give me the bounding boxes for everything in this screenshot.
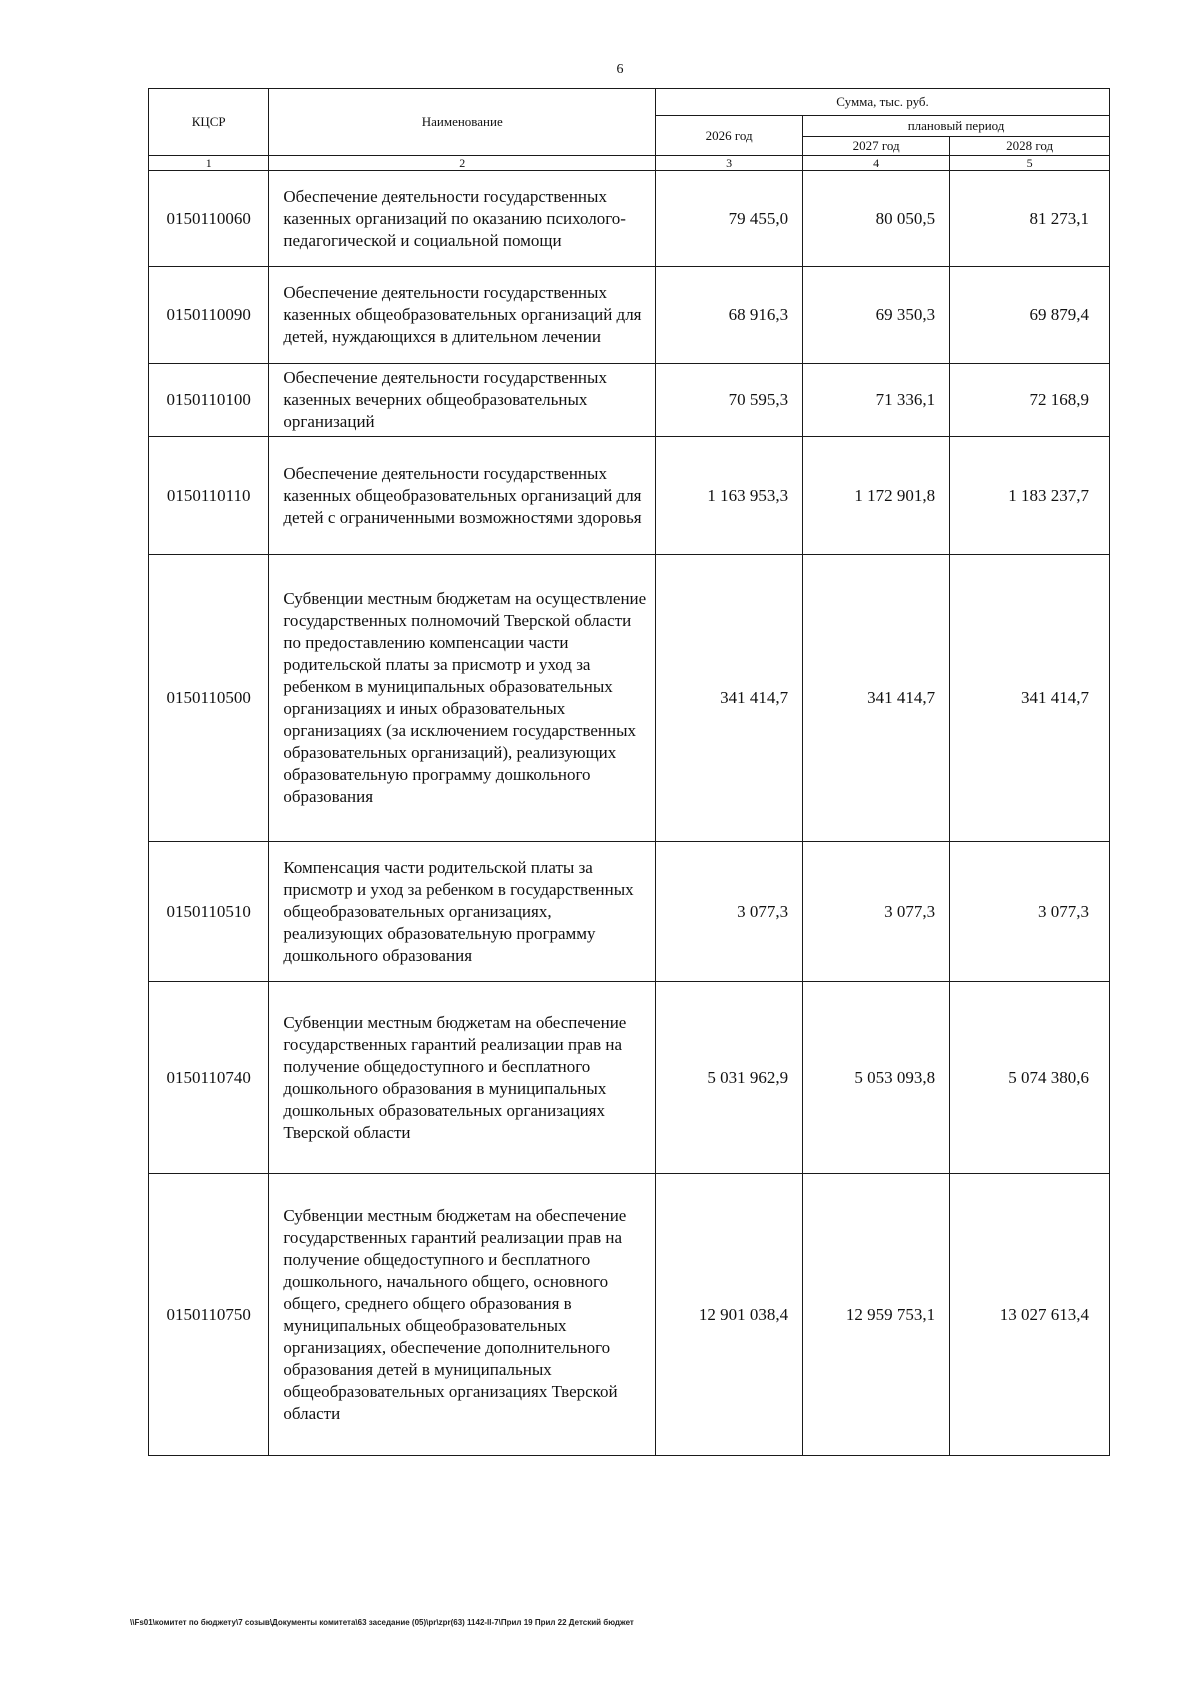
row-value-2028: 81 273,1 <box>950 171 1110 267</box>
row-value-2026: 68 916,3 <box>656 267 803 364</box>
header-year-2028: 2028 год <box>950 137 1110 156</box>
row-code: 0150110510 <box>149 842 269 982</box>
page-number: 6 <box>616 62 624 77</box>
row-value-2028: 5 074 380,6 <box>950 982 1110 1174</box>
row-value-2027: 71 336,1 <box>803 364 950 437</box>
table-row <box>149 555 1110 842</box>
row-value-2026: 1 163 953,3 <box>656 437 803 555</box>
row-value-2027: 5 053 093,8 <box>803 982 950 1174</box>
header-name: Наименование <box>269 89 656 156</box>
budget-table <box>148 88 1110 1456</box>
header-year-2026: 2026 год <box>656 116 803 156</box>
row-value-2026: 341 414,7 <box>656 555 803 842</box>
row-value-2027: 341 414,7 <box>803 555 950 842</box>
row-code: 0150110060 <box>149 171 269 267</box>
row-code: 0150110500 <box>149 555 269 842</box>
row-value-2028: 341 414,7 <box>950 555 1110 842</box>
row-name: Компенсация части родительской платы за присмотр и уход за ребенком в государственных общеобразовательных организациях, реализующих образовательную программу дошкольного образования <box>269 842 656 982</box>
table-row <box>149 171 1110 267</box>
row-code: 0150110110 <box>149 437 269 555</box>
row-name: Обеспечение деятельности государственных казенных общеобразовательных организаций для детей с ограниченными возможностями здоровья <box>269 437 656 555</box>
column-number-row <box>149 156 1110 171</box>
row-code: 0150110750 <box>149 1174 269 1456</box>
row-code: 0150110090 <box>149 267 269 364</box>
row-value-2027: 1 172 901,8 <box>803 437 950 555</box>
table-body <box>149 171 1110 1456</box>
table-row <box>149 842 1110 982</box>
footer-file-path: \\Fs01\комитет по бюджету\7 созыв\Документы комитета\63 заседание (05)\pr\zpr(63) 1142-II-7\Прил 19 Прил 22 Детский бюджет <box>130 1618 634 1627</box>
header-year-2027: 2027 год <box>803 137 950 156</box>
row-name: Обеспечение деятельности государственных казенных организаций по оказанию психолого-педагогической и социальной помощи <box>269 171 656 267</box>
row-value-2026: 70 595,3 <box>656 364 803 437</box>
column-number: 2 <box>269 156 656 171</box>
table-row <box>149 364 1110 437</box>
column-number: 3 <box>656 156 803 171</box>
row-value-2028: 72 168,9 <box>950 364 1110 437</box>
row-value-2026: 79 455,0 <box>656 171 803 267</box>
column-number: 5 <box>950 156 1110 171</box>
row-value-2026: 3 077,3 <box>656 842 803 982</box>
row-value-2027: 12 959 753,1 <box>803 1174 950 1456</box>
column-number: 1 <box>149 156 269 171</box>
row-code: 0150110740 <box>149 982 269 1174</box>
row-value-2027: 69 350,3 <box>803 267 950 364</box>
row-name: Субвенции местным бюджетам на осуществление государственных полномочий Тверской области по предоставлению компенсации части родительской платы за присмотр и уход за ребенком в муниципальных образовательных организациях и иных образовательных организациях (за исключением государственных образовательных организаций), реализующих образовательную программу дошкольного образования <box>269 555 656 842</box>
row-name: Субвенции местным бюджетам на обеспечение государственных гарантий реализации прав на получение общедоступного и бесплатного дошкольного образования в муниципальных дошкольных образовательных организациях Тверской области <box>269 982 656 1174</box>
table-row <box>149 1174 1110 1456</box>
column-number: 4 <box>803 156 950 171</box>
header-planned-period: плановый период <box>803 116 1110 137</box>
table-header <box>149 89 1110 171</box>
row-code: 0150110100 <box>149 364 269 437</box>
row-value-2026: 12 901 038,4 <box>656 1174 803 1456</box>
table-row <box>149 437 1110 555</box>
row-value-2028: 69 879,4 <box>950 267 1110 364</box>
row-value-2027: 80 050,5 <box>803 171 950 267</box>
row-name: Обеспечение деятельности государственных казенных вечерних общеобразовательных организаций <box>269 364 656 437</box>
row-name: Субвенции местным бюджетам на обеспечение государственных гарантий реализации прав на получение общедоступного и бесплатного дошкольного, начального общего, основного общего, среднего общего образования в муниципальных общеобразовательных организациях, обеспечение дополнительного образования детей в муниципальных общеобразовательных организациях Тверской области <box>269 1174 656 1456</box>
table-row <box>149 982 1110 1174</box>
header-code: КЦСР <box>149 89 269 156</box>
row-value-2028: 3 077,3 <box>950 842 1110 982</box>
row-value-2028: 1 183 237,7 <box>950 437 1110 555</box>
row-value-2027: 3 077,3 <box>803 842 950 982</box>
row-value-2028: 13 027 613,4 <box>950 1174 1110 1456</box>
row-value-2026: 5 031 962,9 <box>656 982 803 1174</box>
table-row <box>149 267 1110 364</box>
header-sum: Сумма, тыс. руб. <box>656 89 1110 116</box>
row-name: Обеспечение деятельности государственных казенных общеобразовательных организаций для детей, нуждающихся в длительном лечении <box>269 267 656 364</box>
